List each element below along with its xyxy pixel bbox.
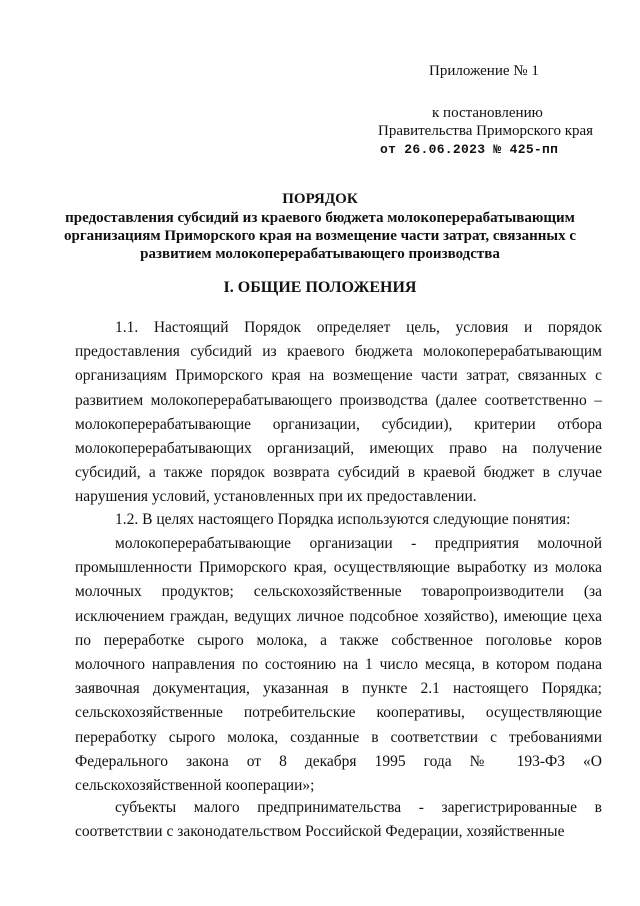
paragraph-text: 1.2. В целях настоящего Порядка используются следующие понятия: — [115, 511, 571, 528]
resolution-date-number-stamp: от 26.06.2023 № 425-пп — [380, 142, 559, 157]
paragraph-text: молокоперерабатывающие организации - предприятия молочной промышленности Приморского края, осуществляющие выработку из молока молочных продуктов; сельскохозяйственные товаропроизводители (за исключением граждан, ведущих личное подсобное хозяйство), имеющие цеха по переработке сырого молока, а также собственное поголовье коров молочного направления по состоянию на 1 число месяца, в котором подана заявочная документация, указанная в пункте 2.1 настоящего Порядка; сельскохозяйственные потребительские кооперативы, осуществляющие переработку сырого молока, созданные в соответствии с требованиями Федерального закона от 8 декабря 1995 года № 193-ФЗ «О сельскохозяйственной кооперации»; — [75, 535, 602, 795]
definition-processing-organizations — [75, 532, 602, 798]
appendix-label: Приложение № 1 — [429, 63, 539, 79]
paragraph-1-1 — [75, 316, 602, 510]
paragraph-1-2 — [75, 508, 602, 532]
government-label: Правительства Приморского края — [378, 123, 594, 139]
to-resolution-label: к постановлению — [432, 105, 543, 121]
section-heading: I. ОБЩИЕ ПОЛОЖЕНИЯ — [223, 279, 417, 296]
document-title: ПОРЯДОК — [282, 191, 358, 207]
paragraph-text: субъекты малого предпринимательства - зарегистрированные в соответствии с законодательством Российской Федерации, хозяйственные — [75, 799, 602, 841]
document-subtitle: предоставления субсидий из краевого бюджета молокоперерабатывающим организациям Приморского края на возмещение части затрат, связанных с развитием молокоперерабатывающего производства — [64, 210, 576, 262]
paragraph-text: 1.1. Настоящий Порядок определяет цель, условия и порядок предоставления субсидий из краевого бюджета молокоперерабатывающим организациям Приморского края на возмещение части затрат, связанных с развитием молокоперерабатывающего производства (далее соответственно – молокоперерабатывающие организации, субсидии), критерии отбора молокоперерабатывающих организаций, имеющих право на получение субсидий, а также порядок возврата субсидий в краевой бюджет в случае нарушения условий, установленных при их предоставлении. — [75, 319, 602, 506]
definition-small-business — [75, 796, 602, 844]
